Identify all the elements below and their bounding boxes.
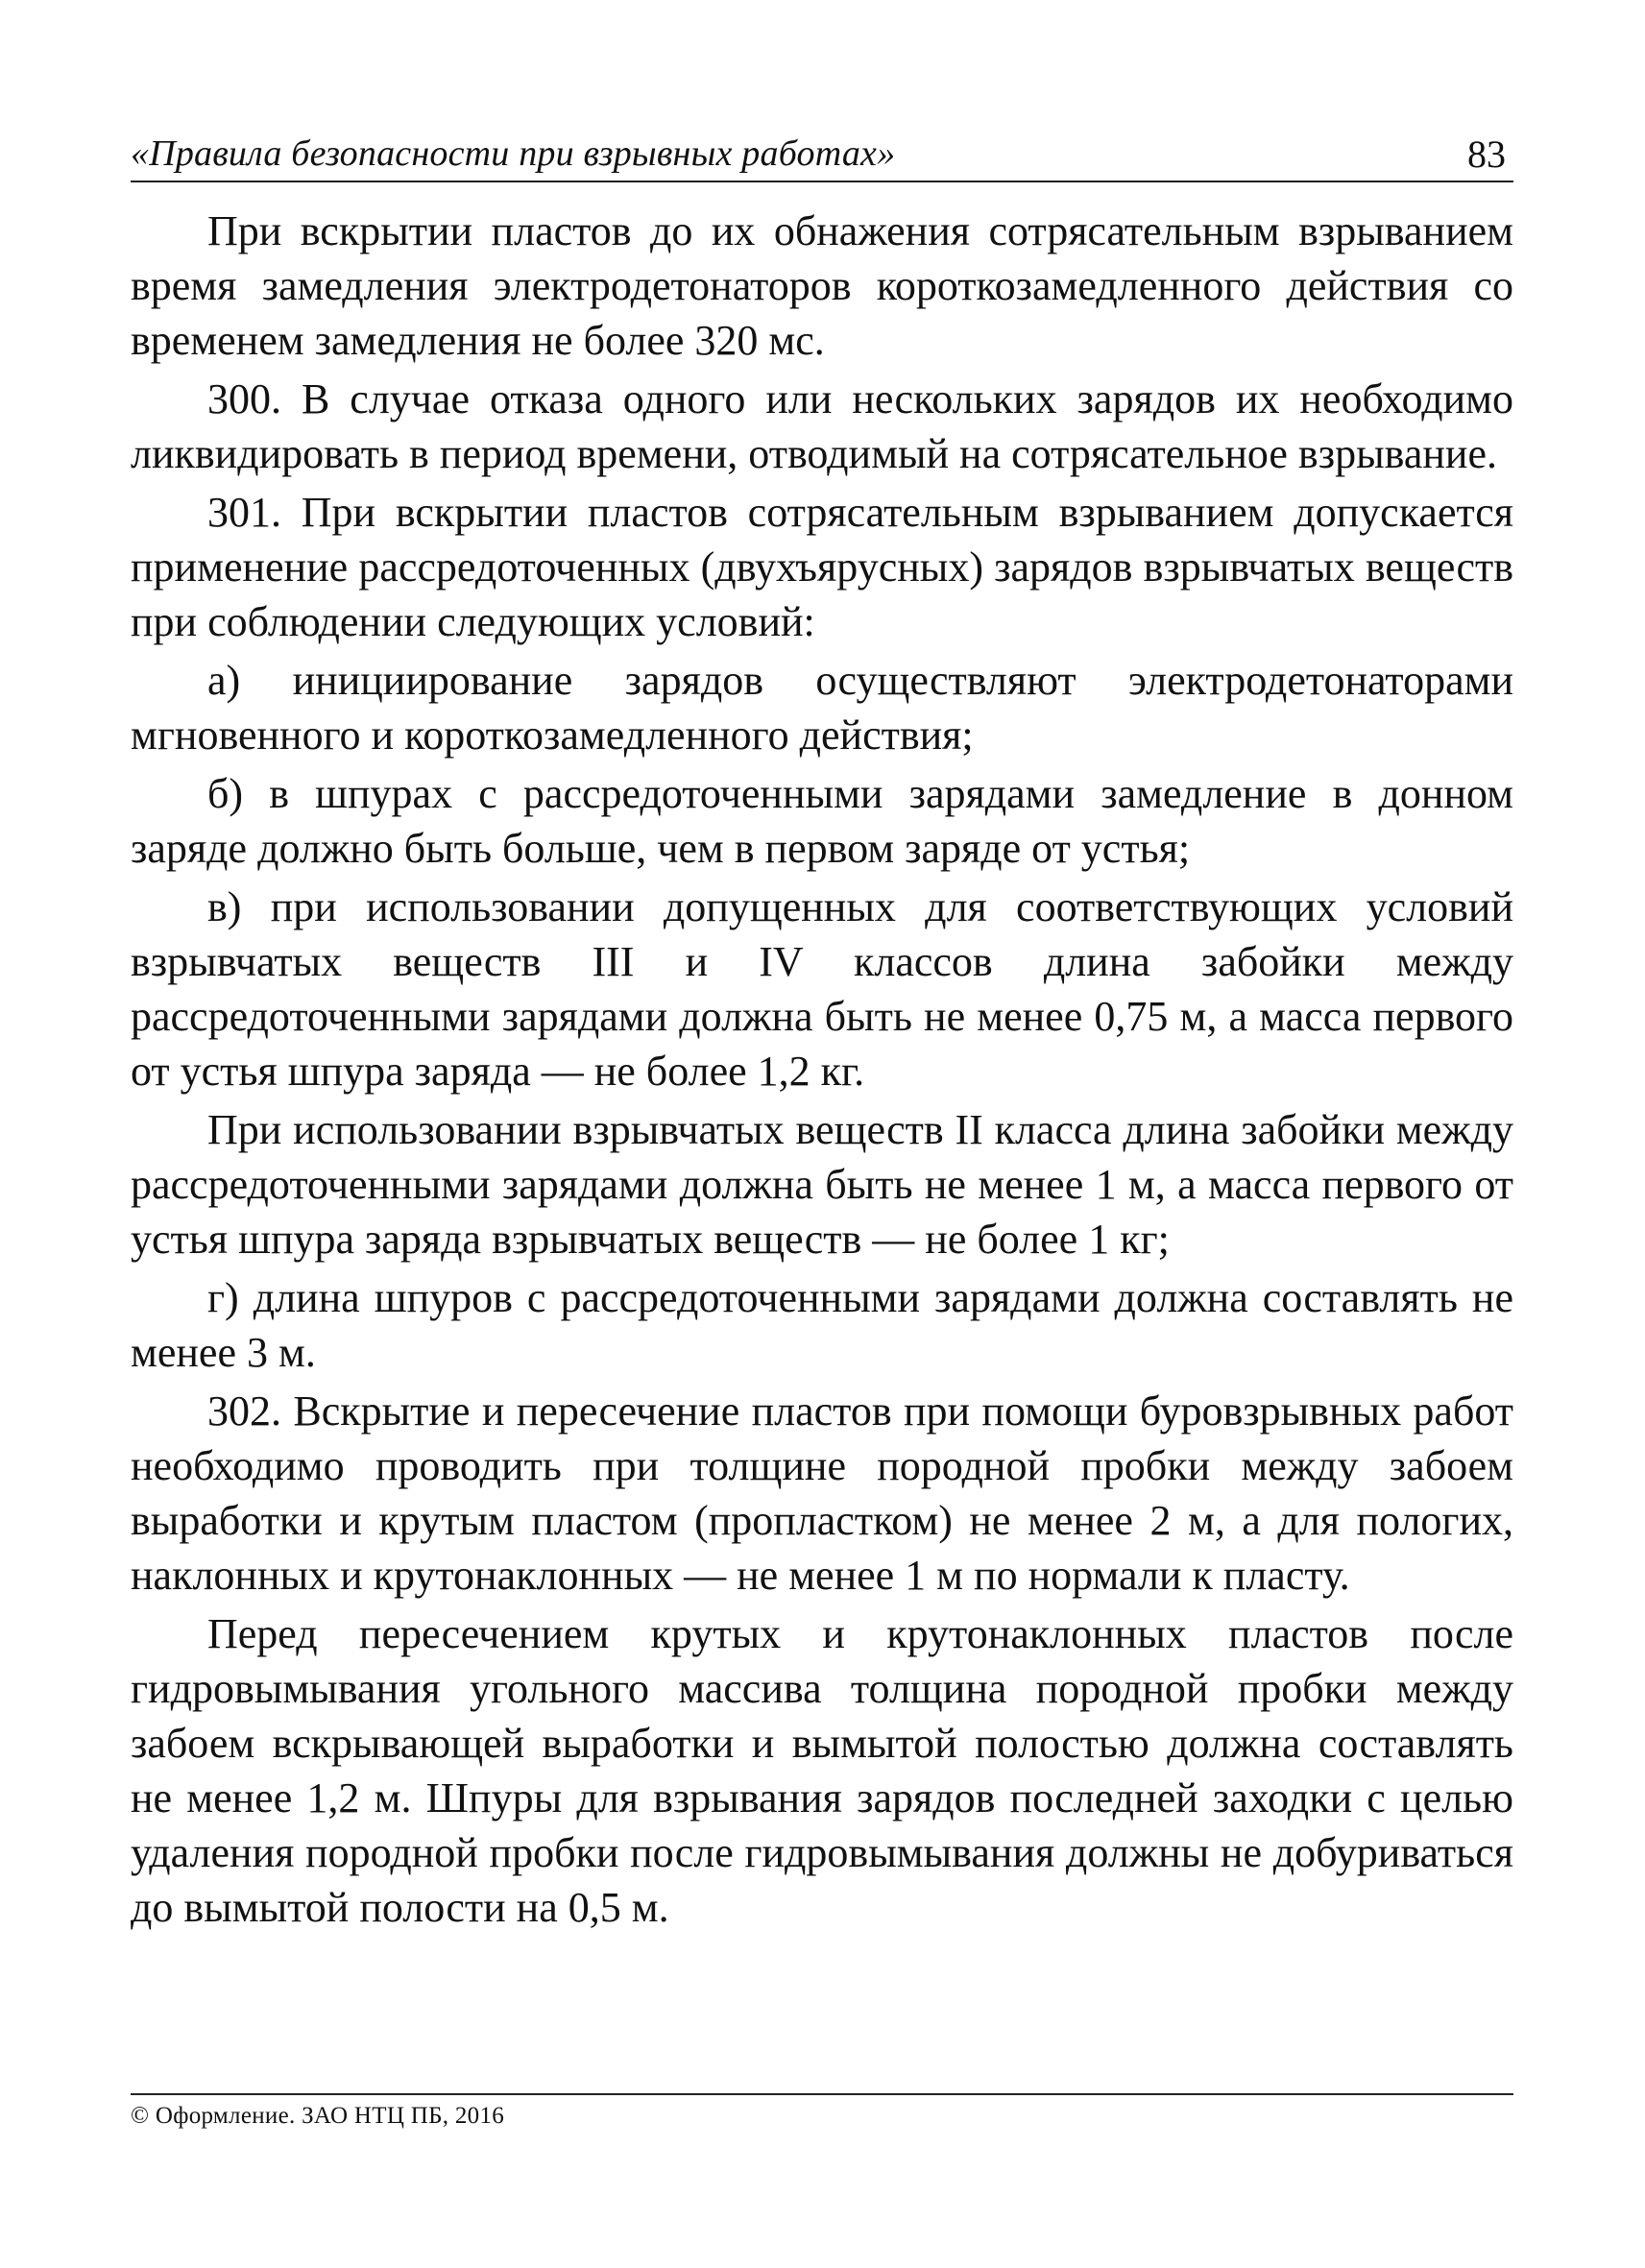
page-header xyxy=(131,125,1513,182)
paragraph: При вскрытии пластов до их обнажения сотрясательным взрыванием время замедления электродетонаторов короткозамедленного действия со временем замедления не более 320 мс. xyxy=(131,207,1513,364)
paragraph: При использовании взрывчатых веществ II класса длина забойки между рассредоточенными зарядами должна быть не менее 1 м, а масса первого от устья шпура заряда взрывчатых веществ — не более 1 кг; xyxy=(131,1106,1513,1263)
paragraph: в) при использовании допущенных для соответствующих условий взрывчатых веществ III и IV классов длина забойки между рассредоточенными зарядами должна быть не менее 0,75 м, а масса первого от устья шпура заряда — не более 1,2 кг. xyxy=(131,883,1513,1095)
running-title: «Правила безопасности при взрывных работах» xyxy=(131,133,896,174)
paragraph: б) в шпурах с рассредоточенными зарядами замедление в донном заряде должно быть больше, чем в первом заряде от устья; xyxy=(131,770,1513,872)
copyright-notice: © Оформление. ЗАО НТЦ ПБ, 2016 xyxy=(131,2103,505,2129)
paragraph: а) инициирование зарядов осуществляют электродетонаторами мгновенного и короткозамедленного действия; xyxy=(131,657,1513,759)
paragraph: Перед пересечением крутых и крутонаклонных пластов после гидровымывания угольного массива толщина породной пробки между забоем вскрывающей выработки и вымытой полостью должна составлять не менее 1,2 м. Шпуры для взрывания зарядов последней заходки с целью удаления породной пробки после гидровымывания должны не добуриваться до вымытой полости на 0,5 м. xyxy=(131,1610,1513,1931)
page-footer xyxy=(131,2093,1513,2130)
paragraph: г) длина шпуров с рассредоточенными зарядами должна составлять не менее 3 м. xyxy=(131,1274,1513,1376)
page-number: 83 xyxy=(1467,133,1506,176)
paragraph: 301. При вскрытии пластов сотрясательным взрыванием допускается применение рассредоточенных (двухъярусных) зарядов взрывчатых веществ при соблюдении следующих условий: xyxy=(131,489,1513,645)
paragraph: 302. Вскрытие и пересечение пластов при помощи буровзрывных работ необходимо проводить при толщине породной пробки между забоем выработки и крутым пластом (пропластком) не менее 2 м, а для пологих, наклонных и крутонаклонных — не менее 1 м по нормали к пласту. xyxy=(131,1387,1513,1599)
paragraph: 300. В случае отказа одного или нескольких зарядов их необходимо ликвидировать в период времени, отводимый на сотрясательное взрывание. xyxy=(131,375,1513,477)
document-body xyxy=(131,204,1513,1939)
